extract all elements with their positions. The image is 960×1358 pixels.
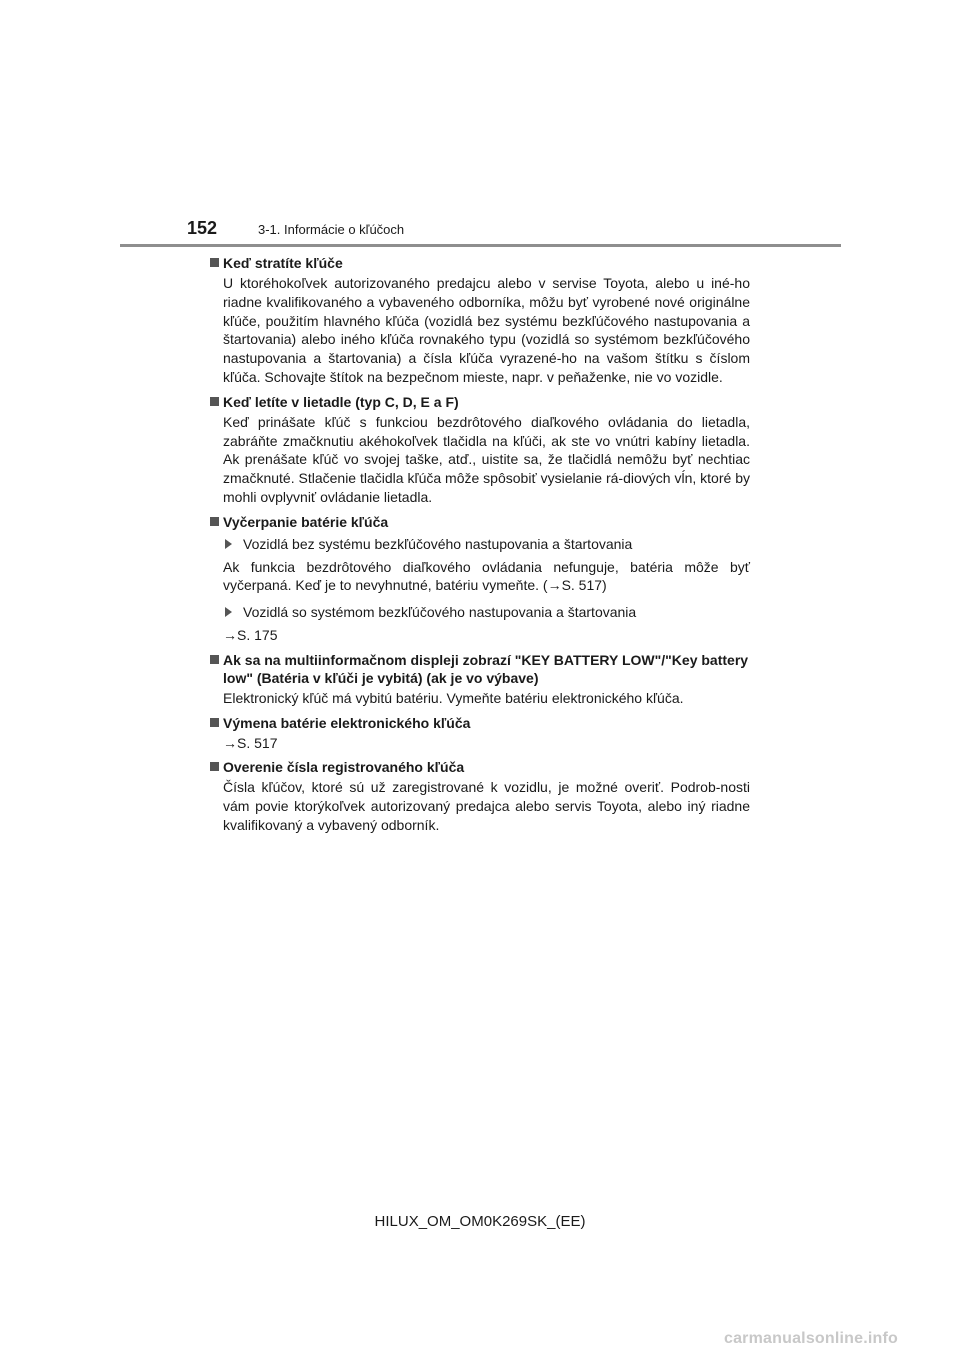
square-bullet-icon <box>210 517 219 526</box>
header-divider <box>120 244 841 247</box>
section-paragraph: Keď prinášate kľúč s funkciou bezdrôtového diaľkového ovládania do lietadla, zabráňte zmačknutiu akéhokoľvek tlačidla na kľúči, ak ste vo vnútri kabíny lietadla. Ak prenášate kľúč vo svojej taške, atď., uistite sa, že tlačidlá nemôžu byť nechtiac zmačknuté. Stlačenie tlačidla kľúča môže spôsobiť vysielanie rá-diových vĺn, ktoré by mohli ovplyvniť ovládanie lietadla. <box>223 413 750 505</box>
watermark-text: carmanualsonline.info <box>723 1330 898 1347</box>
section-heading <box>210 254 750 272</box>
section-paragraph: Elektronický kľúč má vybitú batériu. Vymeňte batériu elektronického kľúča. <box>223 689 684 706</box>
section-paragraph: Ak funkcia bezdrôtového diaľkového ovládania nefunguje, batéria môže byť vyčerpaná. Keď je to nevyhnutné, batériu vymeňte. (→S. 517) <box>223 558 750 594</box>
section-key-battery-low <box>210 651 750 708</box>
section-battery-depletion <box>210 513 750 645</box>
subsection-heading <box>223 535 750 554</box>
subsection-heading <box>223 603 750 622</box>
section-lost-keys <box>210 254 750 387</box>
square-bullet-icon <box>210 397 219 406</box>
page-reference: →S. 175 <box>223 626 278 643</box>
subsection-text: Vozidlá so systémom bezkľúčového nastupovania a štartovania <box>243 604 637 621</box>
section-key-number-check <box>210 758 750 834</box>
heading-text: Vyčerpanie batérie kľúča <box>223 513 389 530</box>
square-bullet-icon <box>210 655 219 664</box>
section-airplane <box>210 393 750 507</box>
square-bullet-icon <box>210 762 219 771</box>
section-battery-replacement <box>210 714 750 753</box>
section-paragraph: Čísla kľúčov, ktoré sú už zaregistrované k vozidlu, je možné overiť. Podrob-nosti vám povie ktorýkoľvek autorizovaný predajca alebo servis Toyota, alebo iný riadne kvalifikovaný a vybavený odborník. <box>223 779 750 833</box>
subsection-text: Vozidlá bez systému bezkľúčového nastupovania a štartovania <box>243 535 633 552</box>
heading-text: Ak sa na multiinformačnom displeji zobrazí "KEY BATTERY LOW"/"Key battery low" (Batéria v kľúči je vybitá) (ak je vo výbave) <box>223 651 749 686</box>
page-reference: →S. 517 <box>223 734 278 751</box>
heading-text: Overenie čísla registrovaného kľúča <box>223 759 465 776</box>
section-title: 3-1. Informácie o kľúčoch <box>258 222 405 237</box>
triangle-bullet-icon <box>225 607 239 617</box>
heading-text: Keď stratíte kľúče <box>223 255 343 271</box>
section-heading <box>210 714 750 732</box>
square-bullet-icon <box>210 258 219 267</box>
square-bullet-icon <box>210 718 219 727</box>
section-paragraph: U ktoréhokoľvek autorizovaného predajcu alebo v servise Toyota, alebo u iné-ho riadne kvalifikovaného a vybaveného odborníka, môžu byť vyrobené nové originálne kľúče, použitím hlavného kľúča (vozidlá bez systému bezkľúčového nastupovania a štartovania) alebo iného kľúča rovnakého typu (vozidlá so systémom bezkľúčového nastupovania a štartovania) a čísla kľúča vyrazené-ho na vašom štítku s číslom kľúča. Schovajte štítok na bezpečnom mieste, napr. v peňaženke, nie vo vozidle. <box>223 275 750 385</box>
section-heading <box>210 758 750 776</box>
triangle-bullet-icon <box>225 539 239 549</box>
page-number: 152 <box>187 218 218 238</box>
section-heading <box>210 651 750 687</box>
page-content <box>210 254 750 841</box>
heading-text: Výmena batérie elektronického kľúča <box>223 714 471 731</box>
section-heading <box>210 393 750 411</box>
heading-text: Keď letíte v lietadle (typ C, D, E a F) <box>223 393 459 410</box>
section-heading <box>210 513 750 531</box>
footer-document-code: HILUX_OM_OM0K269SK_(EE) <box>374 1213 586 1230</box>
